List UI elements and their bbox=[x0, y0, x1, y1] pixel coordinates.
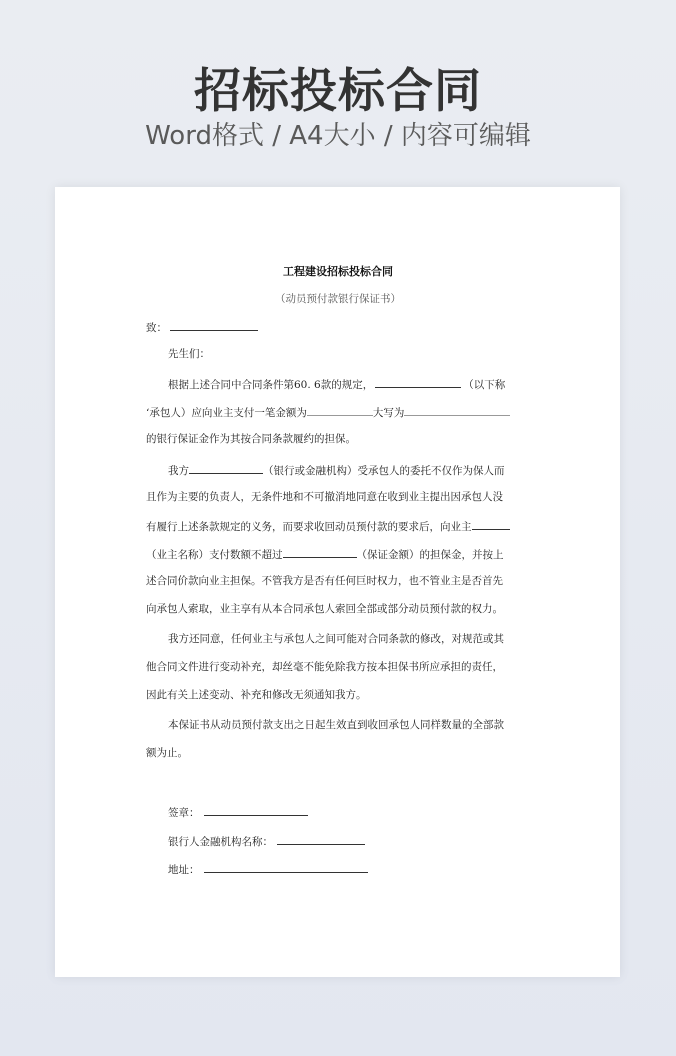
p2-text-f: （保证金额）的担保金，并按上 bbox=[356, 549, 504, 561]
p3-line1: 我方还同意，任何业主与承包人之间可能对合同条款的修改，对规范或其 bbox=[168, 633, 504, 645]
guarantee-amount-blank[interactable] bbox=[283, 546, 357, 558]
seal-line bbox=[146, 804, 552, 820]
bank-name-line bbox=[146, 833, 552, 849]
p2-line5: 述合同价款向业主担保。不管我方是否有任何巨时权力，也不管业主是否首先 bbox=[146, 575, 503, 587]
p2-text-a: 我方 bbox=[168, 465, 189, 477]
p1-text-c: ‘承包人）应向业主支付一笔金额为 bbox=[146, 407, 307, 419]
salutation: 先生们： bbox=[168, 348, 210, 360]
amount-blank[interactable] bbox=[307, 404, 373, 416]
p2-text-d: 有履行上述条款规定的义务，而要求收回动员预付款的要求后，向业主 bbox=[146, 521, 472, 533]
p1-text-d: 大写为 bbox=[372, 407, 405, 419]
p2-line4 bbox=[146, 546, 530, 562]
page-title: 招标投标合同 bbox=[194, 64, 482, 119]
p2-line3 bbox=[146, 518, 530, 534]
address-blank[interactable] bbox=[204, 861, 368, 873]
contractor-blank[interactable] bbox=[375, 376, 461, 388]
p4-line1: 本保证书从动员预付款支出之日起生效直到收回承包人同样数量的全部款 bbox=[168, 719, 504, 731]
p1-line1 bbox=[146, 376, 552, 392]
p3-line3: 因此有关上述变动、补充和修改无须通知我方。 bbox=[146, 689, 367, 701]
to-blank[interactable] bbox=[170, 319, 258, 331]
document-title: 工程建设招标投标合同 bbox=[283, 265, 393, 278]
address-label: 地址： bbox=[168, 864, 200, 876]
p2-text-e: （业主名称）支付数额不超过 bbox=[146, 549, 283, 561]
seal-blank[interactable] bbox=[204, 804, 308, 816]
p3-line2: 他合同文件进行变动补充，却丝毫不能免除我方按本担保书所应承担的责任， bbox=[146, 661, 503, 673]
amount-words-blank[interactable] bbox=[404, 404, 510, 416]
p2-text-b: （银行或金融机构）受承包人的委托不仅作为保人而 bbox=[263, 465, 505, 477]
document-preview bbox=[55, 187, 620, 977]
bank-name-label: 银行人金融机构名称： bbox=[168, 836, 273, 848]
to-label: 致： bbox=[146, 322, 167, 334]
seal-label: 签章： bbox=[168, 807, 200, 819]
p4-line2: 额为止。 bbox=[146, 747, 188, 759]
bank-name-blank[interactable] bbox=[277, 833, 365, 845]
p1-text-a: 根据上述合同中合同条件第60. 6款的规定， bbox=[168, 379, 374, 391]
to-line bbox=[146, 319, 530, 335]
page-subtitle: Word格式 / A4大小 / 内容可编辑 bbox=[145, 121, 531, 151]
p1-line3: 的银行保证金作为其按合同条款履约的担保。 bbox=[146, 433, 356, 445]
p2-line1 bbox=[146, 462, 552, 478]
p2-line2: 且作为主要的负责人，无条件地和不可撤消地同意在收到业主提出因承包人没 bbox=[146, 491, 503, 503]
bank-blank[interactable] bbox=[189, 462, 263, 474]
document-subtitle: （动员预付款银行保证书） bbox=[275, 293, 401, 305]
p2-line6: 向承包人索取，业主享有从本合同承包人索回全部或部分动员预付款的权力。 bbox=[146, 603, 503, 615]
owner-blank[interactable] bbox=[472, 518, 510, 530]
address-line bbox=[146, 861, 552, 877]
p1-text-b: （以下称 bbox=[463, 379, 506, 391]
p1-line2 bbox=[146, 404, 530, 420]
